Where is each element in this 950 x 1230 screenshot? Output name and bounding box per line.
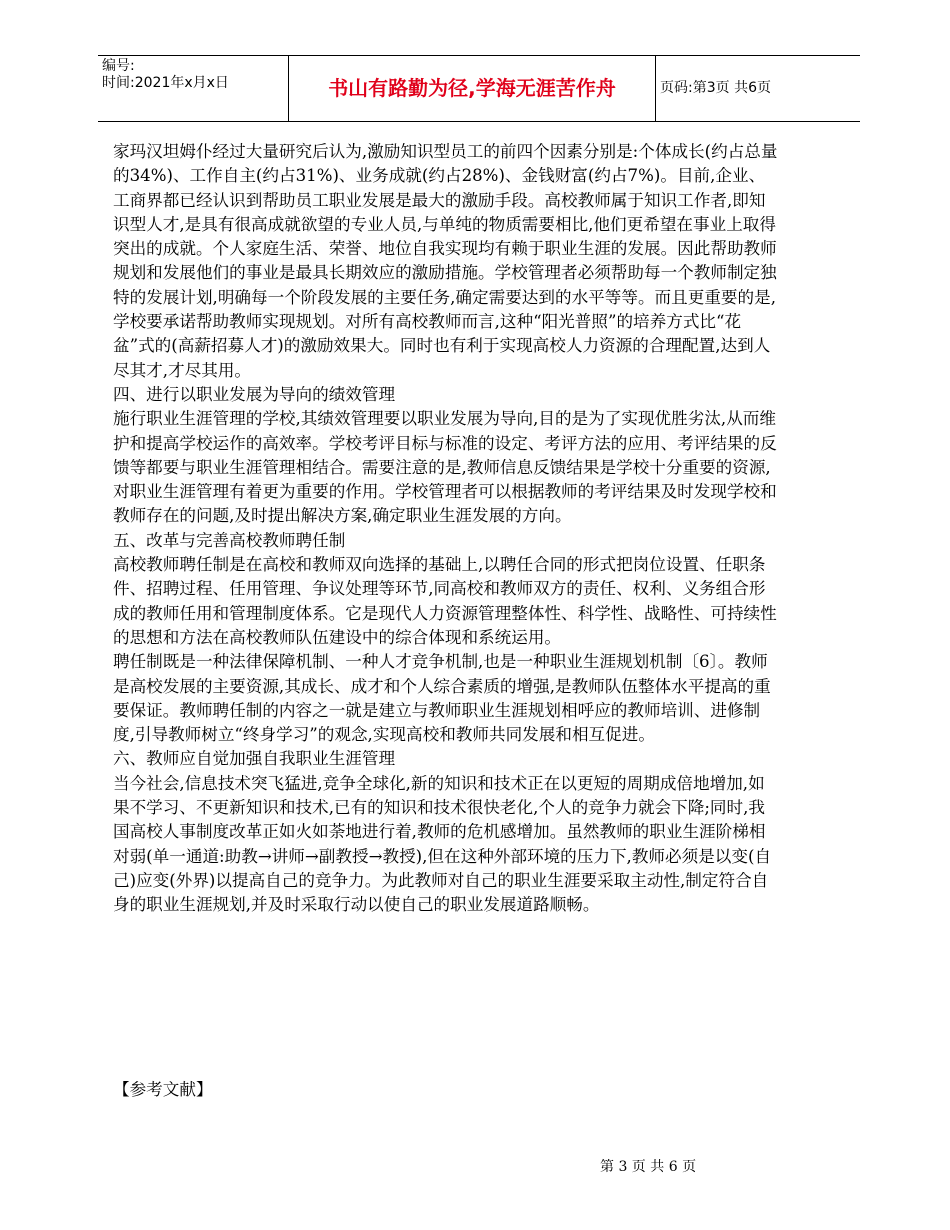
header-page-info: 页码:第3页 共6页 bbox=[660, 80, 771, 96]
page-header bbox=[98, 55, 860, 122]
header-motto-cell bbox=[288, 55, 656, 121]
header-meta bbox=[102, 58, 282, 92]
body-paragraph: 高校教师聘任制是在高校和教师双向选择的基础上,以聘任合同的形式把岗位设置、任职条件、招聘过程、任用管理、争议处理等环节,同高校和教师双方的责任、权利、义务组合形成的教师任用和管理制度体系。它是现代人力资源管理整体性、科学性、战略性、可持续性的思想和方法在高校教师队伍建设中的综合体现和系统运用。 bbox=[113, 555, 777, 647]
body-paragraph: 当今社会,信息技术突飞猛进,竞争全球化,新的知识和技术正在以更短的周期成倍地增加,如果不学习、不更新知识和技术,已有的知识和技术很快老化,个人的竞争力就会下降;同时,我国高校人事制度改革正如火如荼地进行着,教师的危机感增加。虽然教师的职业生涯阶梯相对弱(单一通道:助教→讲师→副教授→教授),但在这种外部环境的压力下,教师必须是以变(自己)应变(外界)以提高自己的竞争力。为此教师对自己的职业生涯要采取主动性,制定符合自身的职业生涯规划,并及时采取行动以使自己的职业发展道路顺畅。 bbox=[113, 773, 772, 915]
section-heading: 四、进行以职业发展为导向的绩效管理 bbox=[113, 384, 396, 404]
page-footer: 第 3 页 共 6 页 bbox=[600, 1159, 697, 1175]
references-heading: 【参考文献】 bbox=[113, 1080, 213, 1099]
body-paragraph: 家玛汉坦姆仆经过大量研究后认为,激励知识型员工的前四个因素分别是:个体成长(约占总量的34%)、工作自主(约占31%)、业务成就(约占28%)、金钱财富(约占7%)。目前,企业、工商界都已经认识到帮助员工职业发展是最大的激励手段。高校教师属于知识工作者,即知识型人才,是具有很高成就欲望的专业人员,与单纯的物质需要相比,他们更希望在事业上取得突出的成就。个人家庭生活、荣誉、地位自我实现均有赖于职业生涯的发展。因此帮助教师规划和发展他们的事业是最具长期效应的激励措施。学校管理者必须帮助每一个教师制定独特的发展计划,明确每一个阶段发展的主要任务,确定需要达到的水平等等。而且更重要的是,学校要承诺帮助教师实现规划。对所有高校教师而言,这种“阳光普照”的培养方式比“花盆”式的(高薪招募人才)的激励效果大。同时也有利于实现高校人力资源的合理配置,达到人尽其才,才尽其用。 bbox=[113, 142, 778, 380]
header-bottom-rule bbox=[98, 121, 860, 122]
document-number-label: 编号: bbox=[102, 58, 135, 74]
body-paragraph: 聘任制既是一种法律保障机制、一种人才竞争机制,也是一种职业生涯规划机制〔6〕。教师是高校发展的主要资源,其成长、成才和个人综合素质的增强,是教师队伍整体水平提高的重要保证。教师聘任制的内容之一就是建立与教师职业生涯规划相呼应的教师培训、进修制度,引导教师树立“终身学习”的观念,实现高校和教师共同发展和相互促进。 bbox=[113, 652, 771, 745]
document-time-label: 时间:2021年x月x日 bbox=[102, 75, 229, 91]
body-paragraph: 施行职业生涯管理的学校,其绩效管理要以职业发展为导向,目的是为了实现优胜劣汰,从而维护和提高学校运作的高效率。学校考评目标与标准的设定、考评方法的应用、考评结果的反馈等都要与职业生涯管理相结合。需要注意的是,教师信息反馈结果是学校十分重要的资源,对职业生涯管理有着更为重要的作用。学校管理者可以根据教师的考评结果及时发现学校和教师存在的问题,及时提出解决方案,确定职业生涯发展的方向。 bbox=[113, 409, 777, 526]
section-heading: 五、改革与完善高校教师聘任制 bbox=[113, 530, 346, 550]
document-body bbox=[113, 140, 781, 918]
header-motto: 书山有路勤为径,学海无涯苦作舟 bbox=[328, 76, 616, 100]
section-heading: 六、教师应自觉加强自我职业生涯管理 bbox=[113, 749, 396, 769]
